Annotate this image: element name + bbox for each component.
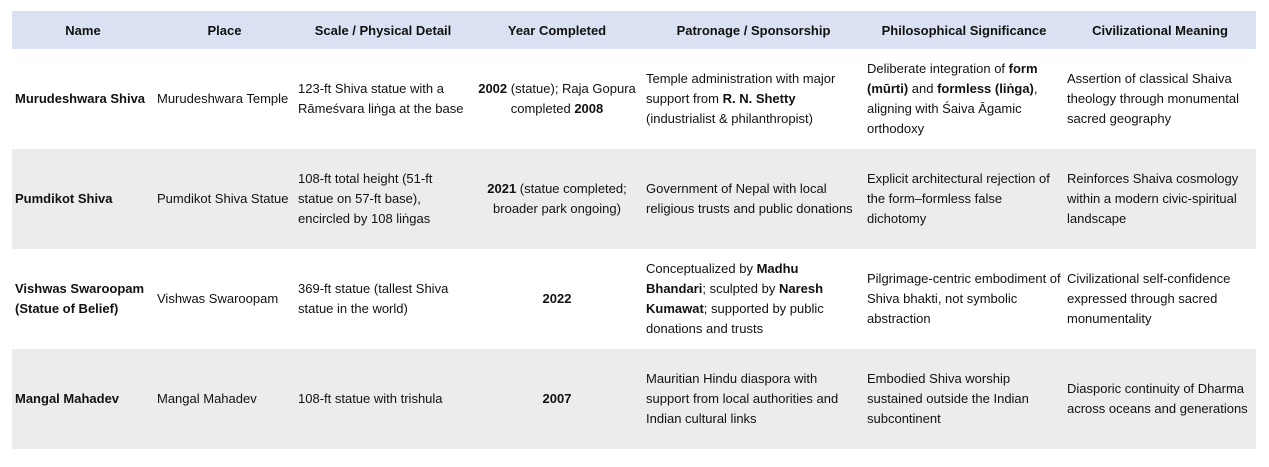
philosophy-bold: formless (liṅga) [937, 81, 1034, 96]
year-bold: 2022 [542, 291, 572, 306]
header-patronage: Patronage / Sponsorship [676, 22, 831, 38]
row-scale: 123-ft Shiva statue with a Rāmeśvara liṅga at the base [298, 81, 464, 116]
row-year [471, 179, 643, 219]
row-place: Pumdikot Shiva Statue [157, 191, 289, 206]
table-row [12, 349, 1256, 449]
patronage-text: ; supported by public donations and trusts [646, 301, 824, 336]
table-header [12, 11, 1256, 49]
header-name: Name [65, 22, 101, 38]
year-bold: 2002 [478, 81, 508, 96]
row-year [471, 389, 643, 409]
row-patronage [643, 69, 864, 129]
row-philosophy [864, 59, 1064, 139]
table-row [12, 49, 1256, 149]
year-bold: 2021 [487, 181, 517, 196]
row-name: Pumdikot Shiva [15, 191, 113, 206]
philosophy-text: and [908, 81, 938, 96]
table-row [12, 149, 1256, 249]
philosophy-bold: form (mūrti) [867, 61, 1038, 96]
statues-table [12, 11, 1256, 449]
patronage-bold: Madhu Bhandari [646, 261, 799, 296]
year-bold: 2008 [574, 101, 604, 116]
header-philosophy: Philosophical Significance [881, 22, 1047, 38]
row-place: Vishwas Swaroopam [157, 291, 279, 306]
philosophy-text: , aligning with Śaiva Āgamic orthodoxy [867, 81, 1038, 136]
row-scale: 369-ft statue (tallest Shiva statue in the world) [298, 281, 449, 316]
header-year: Year Completed [507, 22, 607, 38]
row-name: Murudeshwara Shiva [15, 91, 146, 106]
header-scale: Scale / Physical Detail [314, 22, 452, 38]
row-place: Mangal Mahadev [157, 391, 257, 406]
patronage-bold: Naresh Kumawat [646, 281, 824, 316]
patronage-text: Conceptualized by [646, 261, 757, 276]
table-row [12, 249, 1256, 349]
row-meaning: Reinforces Shaiva cosmology within a modern civic-spiritual landscape [1067, 171, 1239, 226]
row-patronage [643, 259, 864, 339]
patronage-text: ; sculpted by [702, 281, 779, 296]
row-year [471, 289, 643, 309]
row-philosophy: Pilgrimage-centric embodiment of Shiva bhakti, not symbolic abstraction [867, 271, 1061, 326]
row-name: Vishwas Swaroopam (Statue of Belief) [15, 281, 145, 316]
row-year [471, 79, 643, 119]
header-place: Place [207, 22, 242, 38]
row-name: Mangal Mahadev [15, 391, 120, 406]
row-philosophy: Embodied Shiva worship sustained outside the Indian subcontinent [867, 371, 1029, 426]
row-scale: 108-ft statue with trishula [298, 391, 443, 406]
patronage-bold: R. N. Shetty [722, 91, 796, 106]
year-text: (statue completed; broader park ongoing) [493, 181, 627, 216]
row-philosophy: Explicit architectural rejection of the form–formless false dichotomy [867, 171, 1050, 226]
patronage-text: (industrialist & philanthropist) [646, 111, 813, 126]
header-meaning: Civilizational Meaning [1092, 22, 1228, 38]
row-patronage: Mauritian Hindu diaspora with support from local authorities and Indian cultural links [646, 371, 839, 426]
row-scale: 108-ft total height (51-ft statue on 57-ft base), encircled by 108 liṅgas [298, 171, 433, 226]
patronage-text: Temple administration with major support from [646, 71, 836, 106]
row-place: Murudeshwara Temple [157, 91, 289, 106]
row-meaning: Assertion of classical Shaiva theology through monumental sacred geography [1067, 71, 1240, 126]
row-meaning: Diasporic continuity of Dharma across oceans and generations [1067, 381, 1248, 416]
year-text: (statue); Raja Gopura completed [507, 81, 636, 116]
row-patronage: Government of Nepal with local religious trusts and public donations [646, 181, 853, 216]
philosophy-text: Deliberate integration of [867, 61, 1009, 76]
year-bold: 2007 [542, 391, 572, 406]
row-meaning: Civilizational self-confidence expressed through sacred monumentality [1067, 271, 1231, 326]
